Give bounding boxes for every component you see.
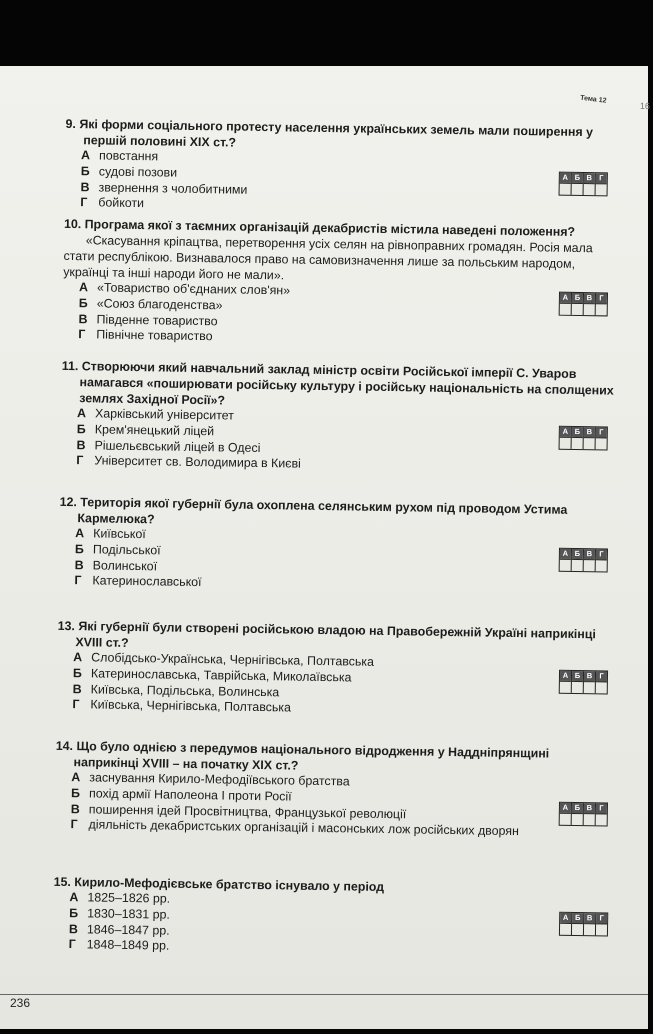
option-c: В Південне товариство	[78, 311, 218, 328]
answer-grid: А Б В Г	[559, 548, 608, 573]
option-a: А Київської	[75, 526, 146, 542]
option-c: В Рішельєвський ліцей в Одесі	[76, 437, 261, 455]
option-b: Б Подільської	[74, 541, 161, 558]
option-a: А Харківський університет	[76, 406, 234, 423]
option-d: Г Катеринославської	[74, 573, 202, 590]
option-a: А 1825–1826 рр.	[69, 890, 171, 906]
textbook-page	[0, 66, 651, 1029]
option-d: Г Університет св. Володимира в Києві	[76, 453, 301, 472]
option-b: Б Крем'янецький ліцей	[76, 421, 215, 439]
footer-rule	[0, 994, 648, 995]
option-c: В Волинської	[74, 557, 158, 573]
section-tab: Тема 12	[579, 94, 607, 105]
answer-grid: А Б В Г	[559, 172, 608, 197]
question-text: 11. Створюючи який навчальний заклад міністр освіти Російської імперії С. Уваров намагався «поширювати російську культуру і російську національність на сполщених землях Західної Росії»?	[61, 358, 614, 408]
option-b: Б «Союз благоденства»	[78, 295, 223, 313]
question-13	[56, 618, 617, 722]
answer-grid: А Б В Г	[559, 426, 608, 451]
question-quote: «Скасування кріпацтва, перетворення усіх селян на рівноправних громадян. Росія мала стати республікою. Визнавалося право на самовизначення лише за польським народом, українці та інші народи його не мали».	[63, 233, 593, 283]
page-number: 236	[10, 996, 31, 1010]
option-a: А заснування Кирило-Мефодіївського братства	[71, 770, 350, 789]
option-d: Г Київська, Чернігівська, Полтавська	[72, 697, 292, 715]
question-9	[64, 116, 625, 220]
question-14	[54, 738, 615, 842]
option-a: А Слобідсько-Українська, Чернігівська, Полтавська	[73, 650, 375, 669]
option-c: В 1846–1847 рр.	[68, 921, 170, 938]
answer-grid: А Б В Г	[559, 670, 608, 695]
question-text: 12. Територія якої губернії була охоплена селянським рухом під проводом Устима Кармелюка?	[59, 494, 568, 527]
question-text: 15. Кирило-Мефодієвське братство існувало у період	[53, 874, 385, 895]
option-d: Г 1848–1849 рр.	[68, 937, 170, 954]
question-text: 10. Програма якої з таємних організацій декабристів містила наведені положення?	[63, 216, 576, 239]
option-a: А «Товариство об'єднаних слов'ян»	[78, 280, 291, 298]
answer-grid: А Б В Г	[559, 802, 608, 827]
option-c: В Київська, Подільська, Волинська	[72, 681, 280, 699]
option-b: Б похід армії Наполеона I проти Росії	[70, 785, 292, 804]
option-a: А повстання	[80, 148, 159, 164]
question-text: 9. Які форми соціального протесту населення українських земель мали поширення у першій половині XIX ст.?	[65, 116, 594, 150]
option-b: Б судові позови	[80, 163, 178, 180]
question-10	[62, 216, 624, 352]
option-b: Б 1830–1831 рр.	[69, 905, 170, 922]
adjacent-page-edge-text: 16	[639, 100, 651, 112]
option-d: Г бойкоти	[80, 195, 145, 211]
option-c: В звернення з чолобитними	[80, 179, 248, 197]
option-b: Б Катеринославська, Таврійська, Миколаївська	[72, 665, 352, 685]
question-15	[53, 874, 614, 962]
page-content	[0, 61, 652, 1034]
question-text: 13. Які губернії були створені російською владою на Правобережній Україні наприкінці XVIII ст.?	[57, 618, 596, 650]
question-11	[60, 358, 622, 478]
answer-grid: А Б В Г	[559, 292, 608, 317]
option-d: Г Північне товариство	[78, 327, 213, 344]
option-d: Г діяльність декабристських організацій і масонських лож російських дворян	[70, 817, 519, 839]
question-12	[58, 494, 619, 598]
answer-grid: А Б В Г	[559, 912, 608, 937]
option-c: В поширення ідей Просвітництва, Французької революції	[70, 801, 407, 821]
question-text: 14. Що було однією з передумов національного відродження у Наддніпрянщині наприкінці XVIII – на початку XIX ст.?	[55, 738, 550, 773]
